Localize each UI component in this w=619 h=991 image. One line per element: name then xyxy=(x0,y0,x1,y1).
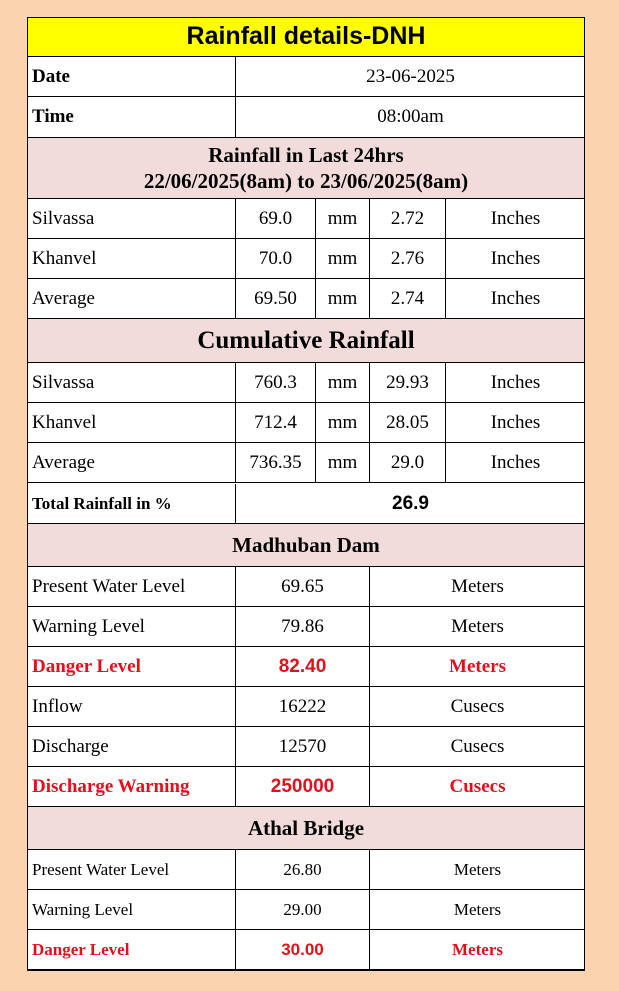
mm-unit: mm xyxy=(316,403,370,442)
inches-unit: Inches xyxy=(490,411,541,433)
station-name: Silvassa xyxy=(27,363,236,402)
level-label: Present Water Level xyxy=(27,567,236,606)
madhuban-header: Madhuban Dam xyxy=(27,524,585,566)
level-value: 82.40 xyxy=(236,647,370,686)
rainfall-inches: 29.0 xyxy=(370,443,446,482)
date-row xyxy=(27,57,585,97)
rainfall-table xyxy=(27,17,585,971)
total-rainfall-label: Total Rainfall in % xyxy=(27,484,236,523)
mm-unit: mm xyxy=(316,239,370,278)
last24-header xyxy=(27,138,585,198)
rainfall-mm: 712.4 xyxy=(236,403,316,442)
level-unit: Meters xyxy=(451,575,504,597)
mm-unit: mm xyxy=(316,363,370,402)
last24-header-row xyxy=(27,138,585,199)
rainfall-mm: 70.0 xyxy=(236,239,316,278)
level-label: Discharge xyxy=(27,727,236,766)
cumulative-row xyxy=(27,443,585,483)
station-name: Average xyxy=(27,443,236,482)
inches-unit: Inches xyxy=(490,287,541,309)
inches-unit: Inches xyxy=(490,247,541,269)
station-name: Khanvel xyxy=(27,403,236,442)
last24-heading-line2: 22/06/2025(8am) to 23/06/2025(8am) xyxy=(143,169,469,193)
level-value: 250000 xyxy=(236,767,370,806)
level-label: Danger Level xyxy=(27,647,236,686)
last24-row xyxy=(27,199,585,239)
time-value: 08:00am xyxy=(377,106,444,127)
madhuban-row xyxy=(27,767,585,807)
athal-header: Athal Bridge xyxy=(27,807,585,849)
rainfall-inches: 2.72 xyxy=(370,199,446,238)
level-label: Discharge Warning xyxy=(27,767,236,806)
madhuban-row xyxy=(27,647,585,687)
mm-unit: mm xyxy=(316,443,370,482)
last24-heading-line1: Rainfall in Last 24hrs xyxy=(208,143,404,167)
level-label: Warning Level xyxy=(27,607,236,646)
level-unit: Cusecs xyxy=(450,735,505,757)
level-unit: Meters xyxy=(449,655,506,677)
total-rainfall-row xyxy=(27,484,585,524)
level-value: 26.80 xyxy=(236,850,370,889)
level-unit: Meters xyxy=(451,615,504,637)
title-row xyxy=(27,17,585,57)
athal-header-row xyxy=(27,807,585,850)
level-unit: Meters xyxy=(453,859,502,879)
station-name: Average xyxy=(27,279,236,318)
madhuban-row xyxy=(27,687,585,727)
rainfall-inches: 29.93 xyxy=(370,363,446,402)
level-label: Present Water Level xyxy=(27,850,236,889)
level-unit: Meters xyxy=(452,939,503,959)
level-value: 16222 xyxy=(236,687,370,726)
cumulative-row xyxy=(27,363,585,403)
time-row xyxy=(27,97,585,138)
rainfall-mm: 736.35 xyxy=(236,443,316,482)
mm-unit: mm xyxy=(316,199,370,238)
station-name: Khanvel xyxy=(27,239,236,278)
madhuban-row xyxy=(27,567,585,607)
level-label: Inflow xyxy=(27,687,236,726)
level-label: Danger Level xyxy=(27,930,236,969)
level-value: 29.00 xyxy=(236,890,370,929)
rainfall-inches: 2.74 xyxy=(370,279,446,318)
cumulative-header-row xyxy=(27,319,585,363)
rainfall-mm: 760.3 xyxy=(236,363,316,402)
date-value: 23-06-2025 xyxy=(366,65,455,87)
athal-row xyxy=(27,890,585,930)
level-unit: Cusecs xyxy=(449,775,506,797)
total-rainfall-value: 26.9 xyxy=(392,492,429,514)
rainfall-inches: 28.05 xyxy=(370,403,446,442)
level-unit: Cusecs xyxy=(450,695,505,717)
last24-row xyxy=(27,239,585,279)
time-label: Time xyxy=(27,97,236,137)
madhuban-header-row xyxy=(27,524,585,567)
athal-row xyxy=(27,850,585,890)
inches-unit: Inches xyxy=(490,371,541,393)
level-unit: Meters xyxy=(453,899,502,919)
cumulative-row xyxy=(27,403,585,443)
level-value: 12570 xyxy=(236,727,370,766)
mm-unit: mm xyxy=(316,279,370,318)
station-name: Silvassa xyxy=(27,199,236,238)
level-value: 79.86 xyxy=(236,607,370,646)
madhuban-row xyxy=(27,607,585,647)
inches-unit: Inches xyxy=(490,207,541,229)
date-label: Date xyxy=(27,57,236,96)
inches-unit: Inches xyxy=(490,451,541,473)
rainfall-mm: 69.0 xyxy=(236,199,316,238)
rainfall-inches: 2.76 xyxy=(370,239,446,278)
last24-row xyxy=(27,279,585,319)
cumulative-header: Cumulative Rainfall xyxy=(27,319,585,362)
level-value: 30.00 xyxy=(236,930,370,969)
madhuban-row xyxy=(27,727,585,767)
level-value: 69.65 xyxy=(236,567,370,606)
level-label: Warning Level xyxy=(27,890,236,929)
table-title: Rainfall details-DNH xyxy=(27,17,585,56)
athal-row xyxy=(27,930,585,970)
rainfall-mm: 69.50 xyxy=(236,279,316,318)
